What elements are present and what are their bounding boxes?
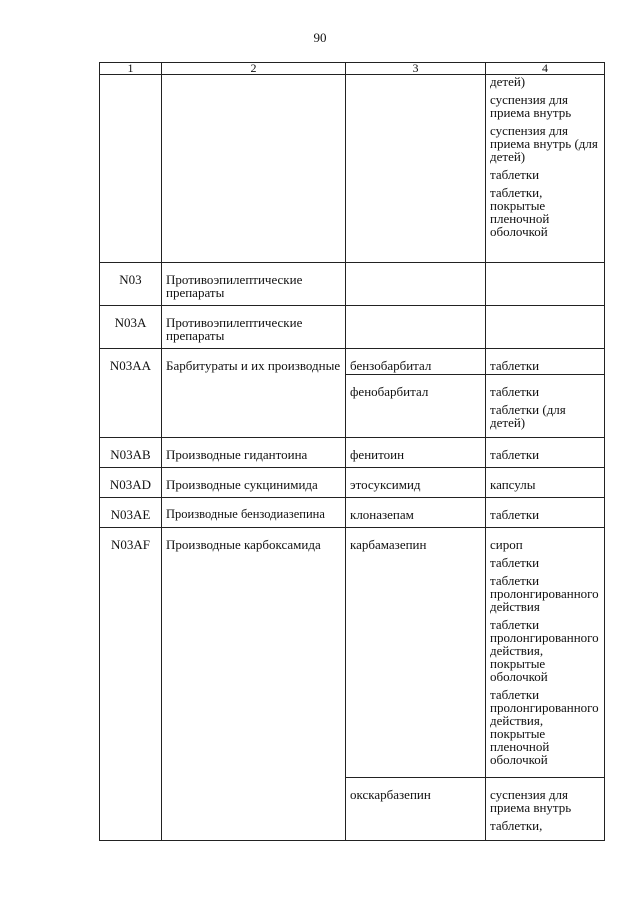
dosage-form: таблетки <box>490 358 540 373</box>
column-header: 2 <box>162 63 346 75</box>
atc-code: N03AD <box>100 468 162 498</box>
drug-name: фенобарбитал <box>346 375 486 438</box>
form-cell <box>486 375 605 438</box>
code-cell <box>100 75 162 263</box>
atc-code: N03 <box>100 263 162 306</box>
dosage-form: суспензия для приема внутрь <box>490 92 572 120</box>
drug-cell <box>346 306 486 349</box>
table-row <box>100 528 605 778</box>
column-header-row <box>100 63 605 75</box>
table-row <box>100 349 605 375</box>
dosage-form: таблетки, <box>490 818 543 833</box>
medications-table <box>99 62 605 841</box>
atc-code: N03AE <box>100 498 162 528</box>
form-cell <box>486 75 605 263</box>
drug-name: фенитоин <box>346 438 486 468</box>
dosage-form: суспензия для приема внутрь (для детей) <box>490 123 598 164</box>
column-header: 3 <box>346 63 486 75</box>
atc-code: N03AF <box>100 528 162 841</box>
drug-name: карбамазепин <box>346 528 486 778</box>
dosage-form: таблетки, покрытые пленочной оболочкой <box>490 185 550 239</box>
form-cell <box>486 306 605 349</box>
group-name: Барбитураты и их производные <box>162 349 346 438</box>
drug-cell <box>346 75 486 263</box>
table-row <box>100 438 605 468</box>
column-header: 4 <box>486 63 605 75</box>
table-row <box>100 306 605 349</box>
page-number: 90 <box>313 30 327 45</box>
dosage-form: детей) <box>490 74 526 89</box>
atc-code: N03A <box>100 306 162 349</box>
column-header: 1 <box>100 63 162 75</box>
drug-cell <box>346 263 486 306</box>
table-row <box>100 75 605 263</box>
dosage-form: таблетки пролонгированного действия, покрытые оболочкой <box>490 617 599 684</box>
dosage-form: таблетки пролонгированного действия <box>490 573 599 614</box>
form-cell <box>486 528 605 778</box>
dosage-form: таблетки <box>486 438 605 468</box>
atc-code: N03AA <box>100 349 162 438</box>
group-name: Производные сукцинимида <box>162 468 346 498</box>
dosage-form: таблетки пролонгированного действия, покрытые пленочной оболочкой <box>490 687 599 767</box>
dosage-form: сироп <box>490 537 523 552</box>
group-name: Противоэпилептические препараты <box>162 263 346 306</box>
group-name: Производные гидантоина <box>162 438 346 468</box>
table-row <box>100 468 605 498</box>
form-cell <box>486 263 605 306</box>
form-cell <box>486 778 605 841</box>
drug-name: бензобарбитал <box>346 349 486 375</box>
group-cell <box>162 75 346 263</box>
dosage-form: таблетки <box>490 555 540 570</box>
drug-name: этосуксимид <box>346 468 486 498</box>
group-name: Противоэпилептические препараты <box>162 306 346 349</box>
form-cell <box>486 349 605 375</box>
dosage-form: таблетки <box>490 384 540 399</box>
table-row <box>100 263 605 306</box>
dosage-form: таблетки (для детей) <box>490 402 566 430</box>
atc-code: N03AB <box>100 438 162 468</box>
table-row <box>100 498 605 528</box>
group-name: Производные карбоксамида <box>162 528 346 841</box>
group-name: Производные бензодиазепина <box>162 498 346 528</box>
dosage-form: капсулы <box>486 468 605 498</box>
dosage-form: таблетки <box>490 167 540 182</box>
dosage-form: суспензия для приема внутрь <box>490 787 572 815</box>
drug-name: клоназепам <box>346 498 486 528</box>
drug-name: окскарбазепин <box>346 778 486 841</box>
dosage-form: таблетки <box>486 498 605 528</box>
